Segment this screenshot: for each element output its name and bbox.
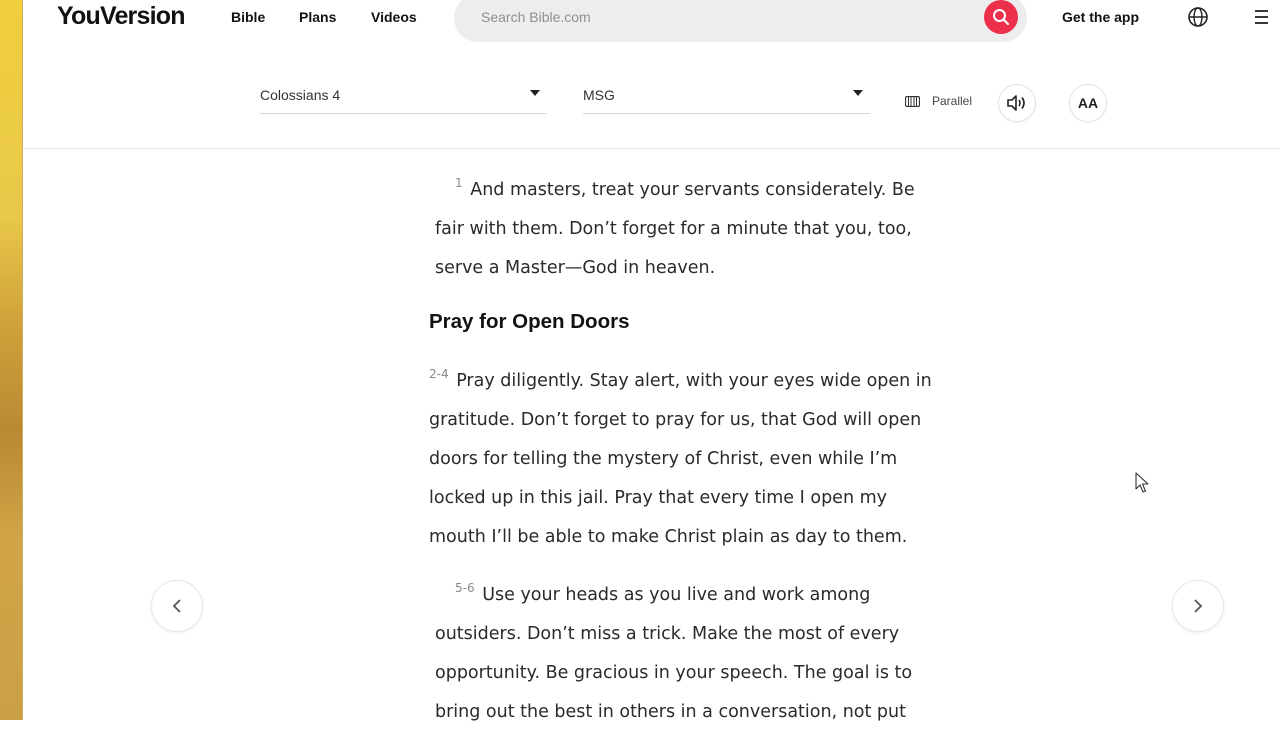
- mouse-cursor-icon: [1135, 472, 1149, 494]
- parallel-columns-icon: [905, 96, 920, 107]
- verse-5-6: [435, 569, 950, 732]
- chapter-select-label: Colossians 4: [260, 87, 341, 103]
- chevron-left-icon: [171, 598, 183, 614]
- search-bar: [454, 0, 1027, 42]
- verse-number: 5-6: [455, 581, 475, 595]
- get-the-app-link[interactable]: Get the app: [1062, 9, 1140, 25]
- top-navigation: [23, 0, 1280, 38]
- previous-chapter-button[interactable]: [151, 580, 203, 632]
- chevron-right-icon: [1192, 598, 1204, 614]
- font-size-button[interactable]: [1069, 84, 1107, 122]
- verse-2-4: [429, 355, 949, 557]
- search-icon: [992, 8, 1010, 26]
- verse-text: And masters, treat your servants considerately. Be fair with them. Don’t forget for a minute that you, too, serve a Master—God in heaven.: [435, 180, 915, 278]
- font-size-label: AA: [1077, 95, 1099, 111]
- verse-number: 2-4: [429, 367, 449, 381]
- parallel-toggle[interactable]: [905, 94, 972, 108]
- verse-number: 1: [455, 176, 463, 190]
- version-select[interactable]: [583, 85, 870, 114]
- youversion-logo[interactable]: YouVersion: [57, 2, 185, 30]
- verse-text: Use your heads as you live and work among outsiders. Don’t miss a trick. Make the most of every opportunity. Be gracious in your speech. The goal is to bring out the best in others in a conversation, not put: [435, 585, 913, 722]
- chevron-down-icon: [529, 89, 541, 97]
- verse-text: Pray diligently. Stay alert, with your eyes wide open in gratitude. Don’t forget to pray for us, that God will open doors for telling the mystery of Christ, even while I’m locked up in this jail. Pray that every time I open my mouth I’ll be able to make Christ plain as day to them.: [429, 371, 932, 547]
- audio-button[interactable]: [998, 84, 1036, 122]
- nav-plans-link[interactable]: Plans: [299, 9, 337, 25]
- menu-icon[interactable]: [1252, 6, 1274, 28]
- version-select-label: MSG: [583, 87, 615, 103]
- nav-videos-link[interactable]: Videos: [371, 9, 417, 25]
- desktop-background-strip: [0, 0, 23, 720]
- search-input[interactable]: [479, 8, 963, 26]
- chevron-down-icon: [852, 89, 864, 97]
- parallel-label: Parallel: [932, 94, 973, 108]
- next-chapter-button[interactable]: [1172, 580, 1224, 632]
- reader-toolbar: [23, 70, 1280, 149]
- chapter-select[interactable]: [260, 85, 547, 114]
- nav-bible-link[interactable]: Bible: [231, 9, 266, 25]
- search-button[interactable]: [984, 0, 1018, 34]
- globe-icon[interactable]: [1187, 6, 1209, 28]
- speaker-icon: [1006, 94, 1028, 112]
- bible-page: [23, 0, 1280, 720]
- verse-1: [435, 164, 940, 288]
- section-heading: Pray for Open Doors: [429, 310, 630, 333]
